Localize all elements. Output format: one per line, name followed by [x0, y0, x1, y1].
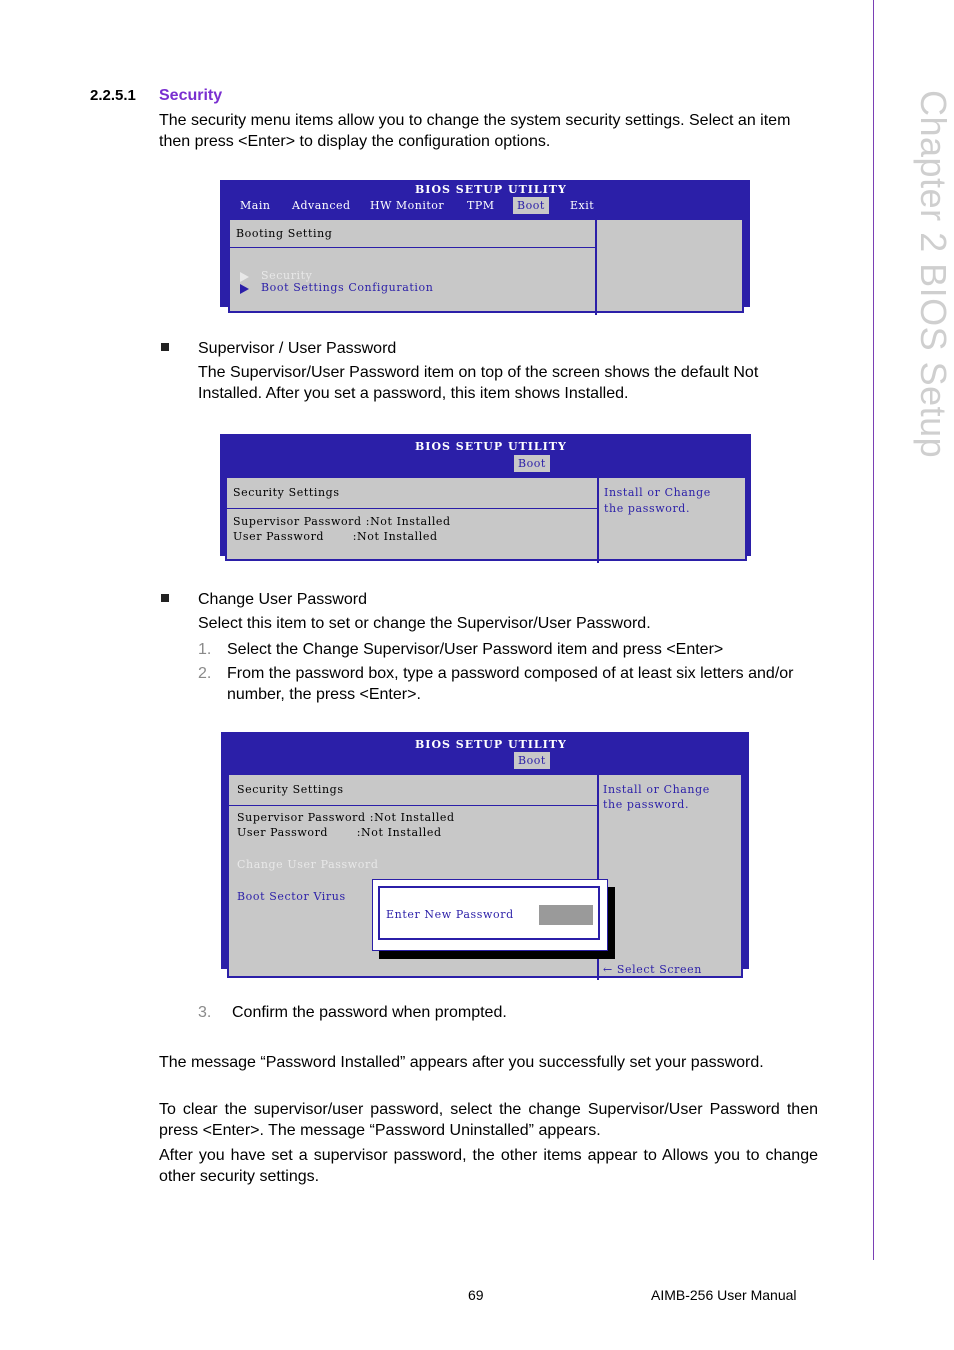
bios-help-line2: the password. — [603, 798, 690, 811]
bios-main-panel — [228, 218, 744, 313]
closing-paragraph-1: The message “Password Installed” appears after you successfully set your password. — [159, 1054, 764, 1071]
bios-help-line2: the password. — [604, 502, 691, 515]
section-title: Security — [159, 87, 223, 104]
bios-tab-boot: Boot — [514, 752, 550, 769]
step-number: 2. — [198, 665, 212, 682]
password-dialog — [372, 879, 608, 951]
bullet-title-change: Change User Password — [198, 591, 367, 608]
bios-tab-boot: Boot — [514, 455, 550, 472]
bios-tab-exit: Exit — [570, 199, 595, 212]
section-number: 2.2.5.1 — [90, 87, 136, 104]
bios-item-boot-sector-virus: Boot Sector Virus — [237, 890, 346, 903]
bios-item-boot-settings: Boot Settings Configuration — [261, 281, 434, 294]
bios-help-line1: Install or Change — [603, 783, 710, 796]
bios-title: BIOS SETUP UTILITY — [415, 183, 567, 196]
step-number: 1. — [198, 641, 212, 658]
bios-row-supervisor: Supervisor Password :Not Installed — [233, 515, 451, 528]
bios-tab-boot: Boot — [513, 197, 549, 214]
bullet-text-change: Select this item to set or change the Supervisor/User Password. — [198, 615, 651, 632]
bios-footer-hint: ← Select Screen — [603, 963, 702, 976]
bios-help-line1: Install or Change — [604, 486, 711, 499]
step-number: 3. — [198, 1004, 212, 1021]
bios-header: Security Settings — [237, 783, 344, 796]
bios-title: BIOS SETUP UTILITY — [415, 738, 567, 751]
bios-screenshot-password — [221, 732, 749, 976]
bios-main-panel — [225, 476, 747, 561]
page-number: 69 — [468, 1287, 484, 1303]
bios-row-user: User Password :Not Installed — [233, 530, 438, 543]
bios-item-change-user-password: Change User Password — [237, 858, 379, 871]
bios-header: Booting Setting — [236, 227, 333, 240]
bios-screenshot-security — [220, 434, 751, 556]
arrow-icon — [240, 284, 249, 294]
sidebar-divider — [873, 0, 874, 1260]
step-text: From the password box, type a password composed of at least six letters and/or number, the press <Enter>. — [227, 665, 794, 703]
bios-tab-advanced: Advanced — [292, 199, 351, 212]
dialog-label: Enter New Password — [386, 908, 514, 921]
chapter-title: Chapter 2 BIOS Setup — [913, 90, 954, 459]
closing-paragraph-3: After you have set a supervisor password, the other items appear to Allows you to change other security settings. — [159, 1147, 818, 1185]
arrow-icon — [240, 272, 249, 282]
closing-paragraph-2: To clear the supervisor/user password, select the change Supervisor/User Password then press <Enter>. The message “Password Uninstalled” appears. — [159, 1101, 818, 1139]
step-text: Confirm the password when prompted. — [232, 1004, 507, 1021]
bios-tab-hw-monitor: HW Monitor — [370, 199, 445, 212]
bullet-icon — [161, 343, 169, 351]
bios-row-user: User Password :Not Installed — [237, 826, 442, 839]
bullet-text-password: The Supervisor/User Password item on top of the screen shows the default Not Installed. After you set a password, this item shows Installed. — [198, 364, 759, 402]
bios-screenshot-boot — [220, 180, 750, 307]
password-input[interactable] — [539, 905, 593, 925]
bios-title: BIOS SETUP UTILITY — [415, 440, 567, 453]
section-intro: The security menu items allow you to change the system security settings. Select an item then press <Enter> to display the configuration options. — [159, 112, 791, 150]
bios-tab-main: Main — [240, 199, 271, 212]
bios-header: Security Settings — [233, 486, 340, 499]
manual-title: AIMB-256 User Manual — [651, 1287, 797, 1303]
bios-item-security: Security — [261, 269, 313, 282]
bios-tab-tpm: TPM — [467, 199, 495, 212]
step-text: Select the Change Supervisor/User Password item and press <Enter> — [227, 641, 724, 658]
bios-row-supervisor: Supervisor Password :Not Installed — [237, 811, 455, 824]
bullet-title-password: Supervisor / User Password — [198, 340, 397, 357]
bullet-icon — [161, 594, 169, 602]
